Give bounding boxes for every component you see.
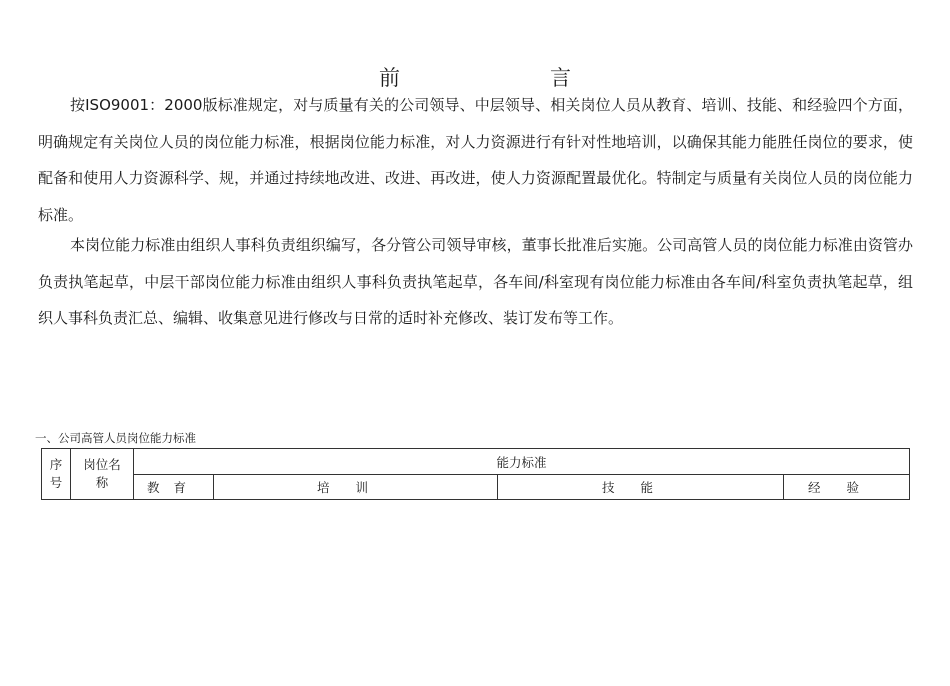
table-subheader-row [42, 475, 910, 500]
title-part-2: 言 [550, 66, 571, 90]
competency-table [41, 448, 910, 500]
header-skill: 技能 [498, 475, 784, 500]
header-education: 教育 [134, 475, 214, 500]
paragraph-responsibility: 本岗位能力标准由组织人事科负责组织编写，各分管公司领导审核，董事长批准后实施。公司高管人员的岗位能力标准由资管办负责执笔起草，中层干部岗位能力标准由组织人事科负责执笔起草，各车间/科室现有岗位能力标准由各车间/科室负责执笔起草，组织人事科负责汇总、编辑、收集意见进行修改与日常的适时补充修改、装订发布等工作。 [38, 236, 913, 327]
header-training: 培训 [214, 475, 498, 500]
header-position: 岗位名称 [71, 449, 134, 500]
paragraph-scope: 按ISO9001：2000版标准规定，对与质量有关的公司领导、中层领导、相关岗位人员从教育、培训、技能、和经验四个方面，明确规定有关岗位人员的岗位能力标准，根据岗位能力标准，对人力资源进行有针对性地培训，以确保其能力能胜任岗位的要求，使配备和使用人力资源科学、规，并通过持续地改进、改进、再改进，使人力资源配置最优化。特制定与质量有关岗位人员的岗位能力标准。 [38, 96, 913, 224]
section-heading: 一、公司高管人员岗位能力标准 [35, 431, 196, 445]
title-part-1: 前 [379, 66, 400, 90]
header-index: 序号 [42, 449, 71, 500]
header-competency-standard: 能力标准 [134, 449, 910, 475]
header-experience: 经验 [784, 475, 910, 500]
table-header-row [42, 449, 910, 475]
